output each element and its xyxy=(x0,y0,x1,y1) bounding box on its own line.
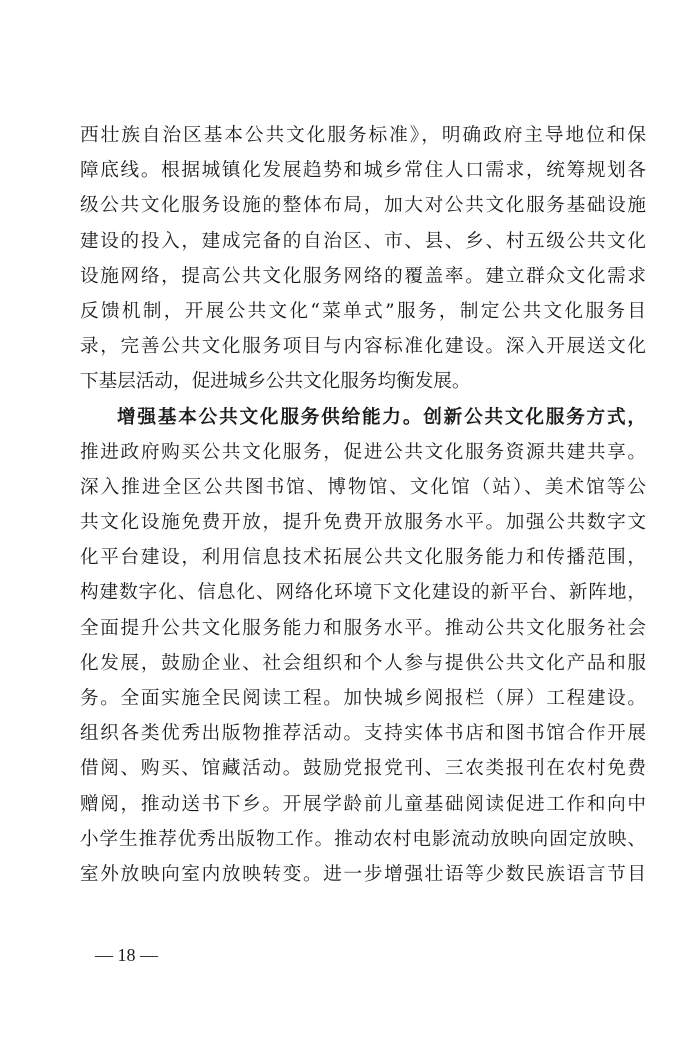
body-text xyxy=(80,118,646,892)
text-line: 设施网络，提高公共文化服务网络的覆盖率。建立群众文化需求 xyxy=(80,265,646,287)
text-line: 西壮族自治区基本公共文化服务标准》，明确政府主导地位和保 xyxy=(80,125,646,146)
text-line: 深入推进全区公共图书馆、博物馆、文化馆（站）、美术馆等公 xyxy=(80,476,646,498)
text-line: 障底线。根据城镇化发展趋势和城乡常住人口需求，统筹规划各 xyxy=(80,160,646,182)
text-line: 全面提升公共文化服务能力和服务水平。推动公共文化服务社会 xyxy=(80,617,646,639)
text-line: 赠阅，推动送书下乡。开展学龄前儿童基础阅读促进工作和向中 xyxy=(80,793,646,815)
text-line: 小学生推荐优秀出版物工作。推动农村电影流动放映向固定放映、 xyxy=(80,828,646,850)
text-line: 推进政府购买公共文化服务，促进公共文化服务资源共建共享。 xyxy=(80,441,646,463)
text-line: 化发展，鼓励企业、社会组织和个人参与提供公共文化产品和服 xyxy=(80,652,646,674)
text-line: 化平台建设，利用信息技术拓展公共文化服务能力和传播范围， xyxy=(80,547,646,569)
text-line: 务。全面实施全民阅读工程。加快城乡阅报栏（屏）工程建设。 xyxy=(80,688,646,709)
text-line: 反馈机制，开展公共文化“菜单式”服务，制定公共文化服务目 xyxy=(80,300,646,322)
text-line: 构建数字化、信息化、网络化环境下文化建设的新平台、新阵地， xyxy=(80,582,646,604)
text-line: 下基层活动，促进城乡公共文化服务均衡发展。 xyxy=(80,371,471,393)
text-line: 借阅、购买、馆藏活动。鼓励党报党刊、三农类报刊在农村免费 xyxy=(80,758,646,780)
text-line: 建设的投入，建成完备的自治区、市、县、乡、村五级公共文化 xyxy=(80,230,646,252)
text-line: 级公共文化服务设施的整体布局，加大对公共文化服务基础设施 xyxy=(80,195,646,217)
page-number: — 18 — xyxy=(95,945,158,965)
text-line: 录，完善公共文化服务项目与内容标准化建设。深入开展送文化 xyxy=(80,336,646,358)
text-line: 共文化设施免费开放，提升免费开放服务水平。加强公共数字文 xyxy=(80,512,646,534)
paragraph-heading-line: 增强基本公共文化服务供给能力。创新公共文化服务方式， xyxy=(117,406,646,428)
text-line: 组织各类优秀出版物推荐活动。支持实体书店和图书馆合作开展 xyxy=(80,723,646,745)
text-line: 室外放映向室内放映转变。进一步增强壮语等少数民族语言节目 xyxy=(80,863,646,885)
